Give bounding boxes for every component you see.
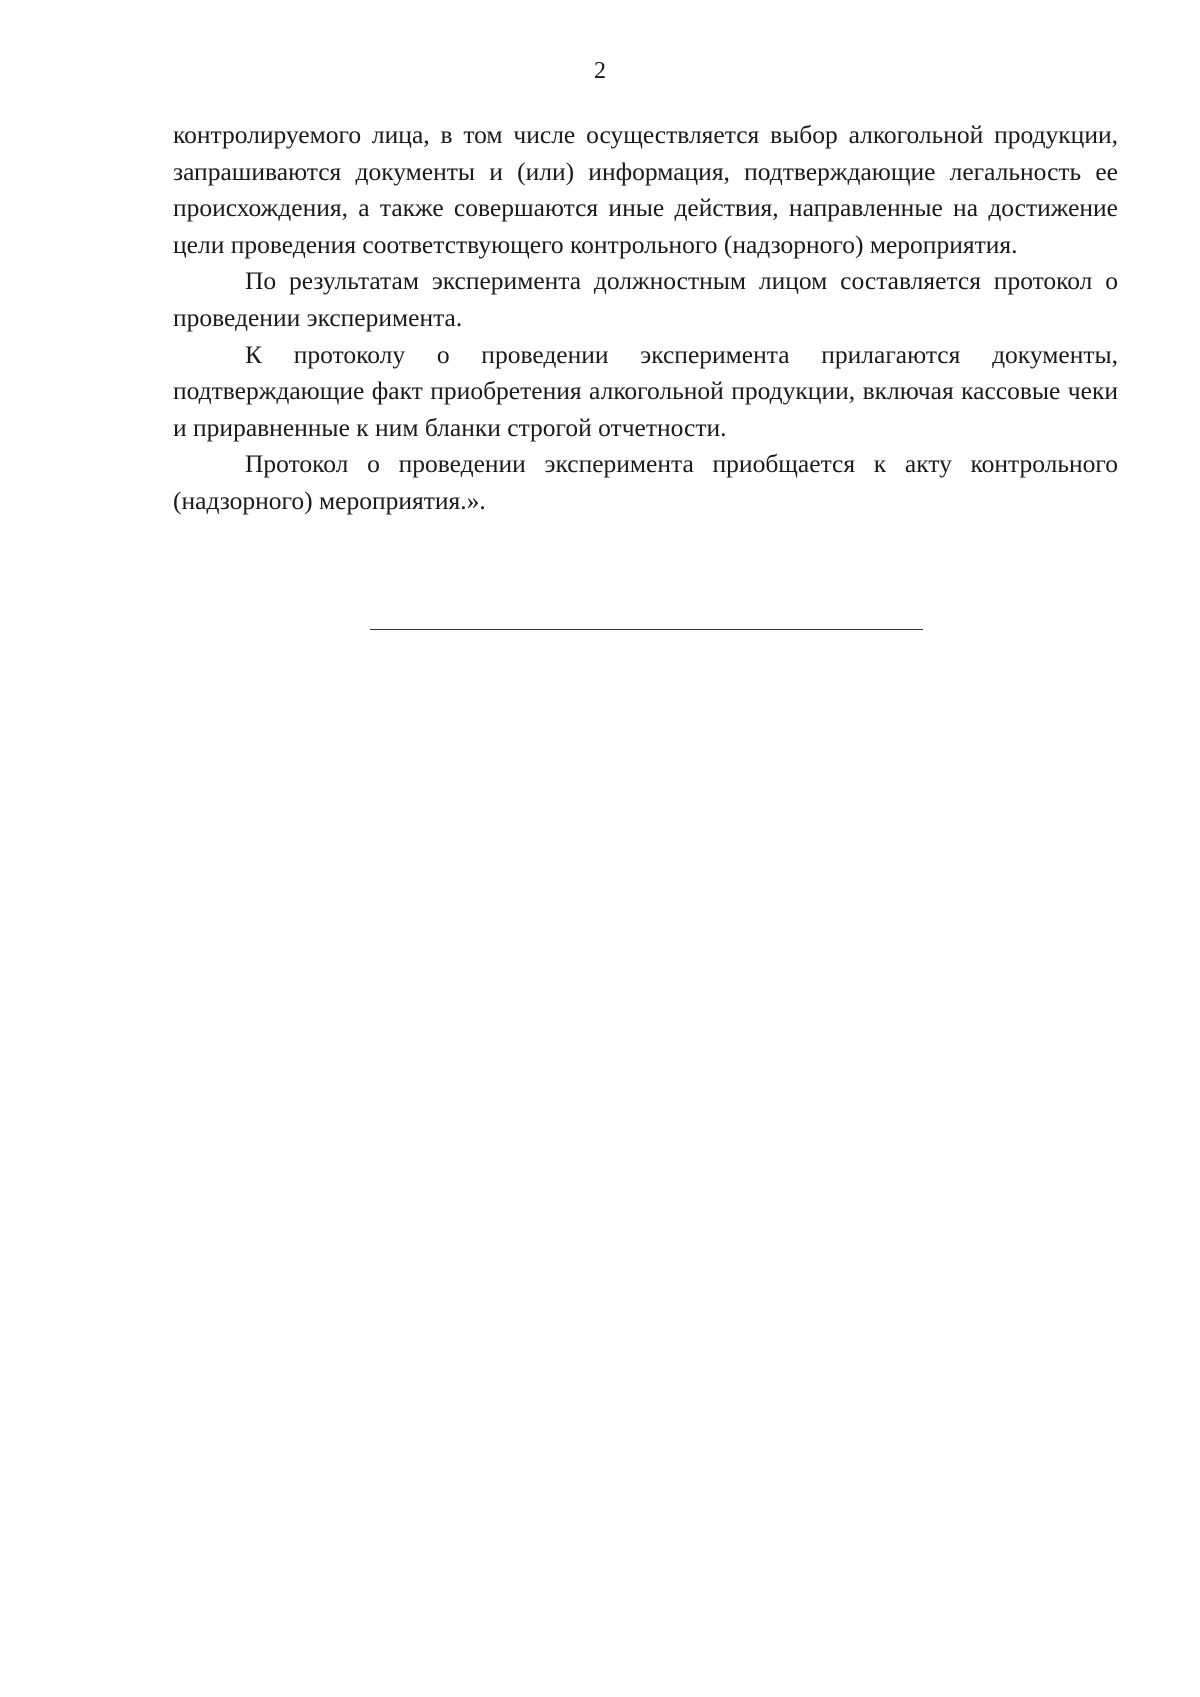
paragraph-protocol-inclusion: Протокол о проведении эксперимента приобщается к акту контрольного (надзорного) мероприятия.». [173,449,1118,515]
paragraph-continuation: контролируемого лица, в том числе осуществляется выбор алкогольной продукции, запрашиваются документы и (или) информация, подтверждающие легальность ее происхождения, а также совершаются иные действия, направленные на достижение цели проведения соответствующего контрольного (надзорного) мероприятия. [173,120,1118,259]
page-number: 2 [594,58,606,84]
document-body [173,117,1118,520]
paragraph-protocol-drafting: По результатам эксперимента должностным лицом составляется протокол о проведении эксперимента. [173,266,1118,332]
closing-divider-line [370,629,923,630]
paragraph-protocol-attachments: К протоколу о проведении эксперимента прилагаются документы, подтверждающие факт приобретения алкогольной продукции, включая кассовые чеки и приравненные к ним бланки строгой отчетности. [173,339,1118,442]
